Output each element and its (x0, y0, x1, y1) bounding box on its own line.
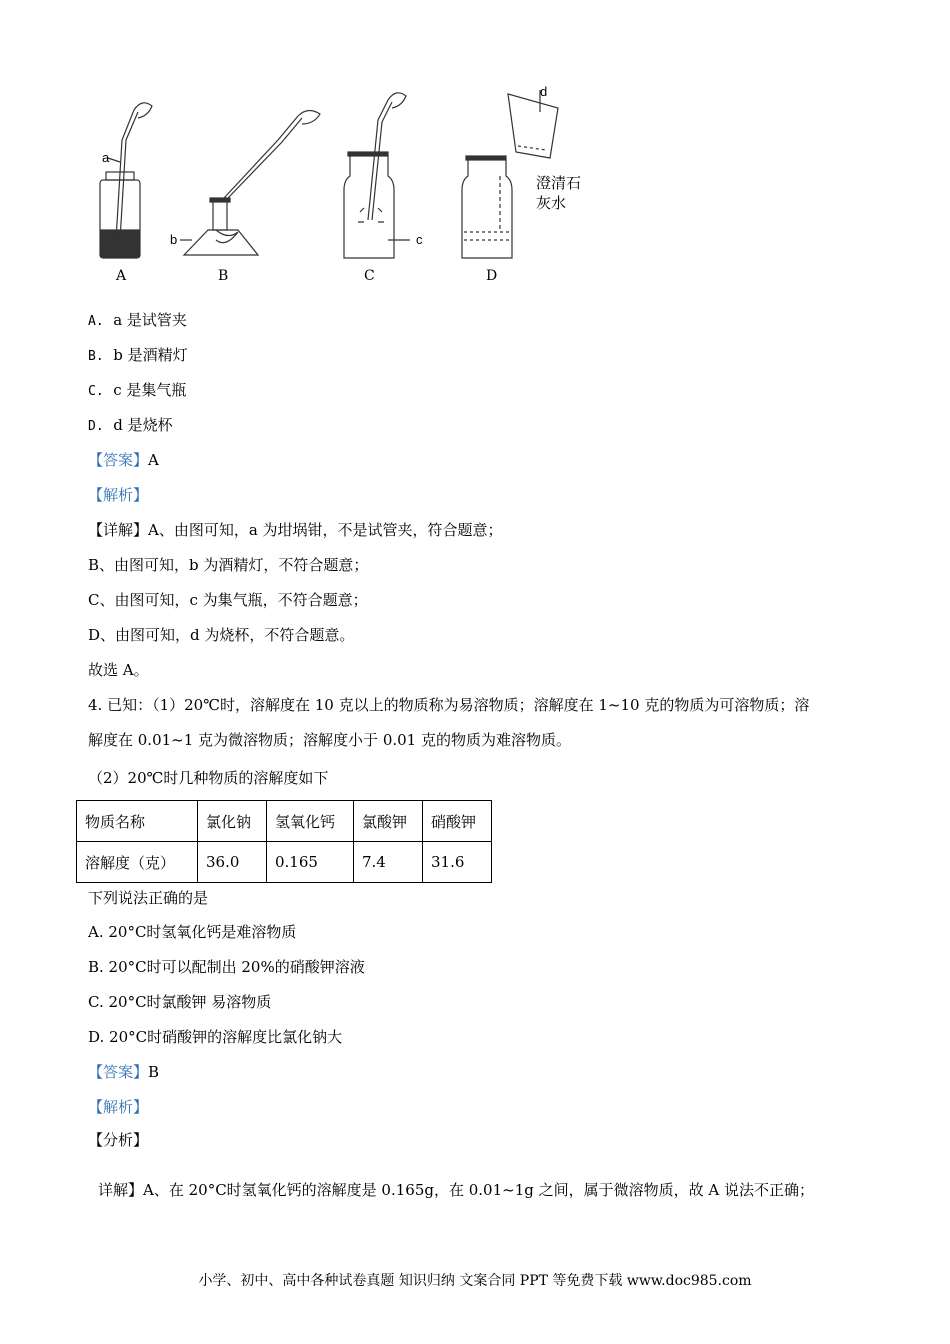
label-b: b (170, 232, 178, 247)
q4-stem-line-3: （2）20℃时几种物质的溶解度如下 (88, 769, 329, 787)
apparatus-figure (88, 80, 608, 290)
q3-detail-1: 【详解】A、由图可知，a 为坩埚钳，不是试管夹，符合题意； (88, 521, 503, 539)
table-cell: 0.165 (267, 842, 354, 883)
table-cell: 31.6 (423, 842, 492, 883)
q4-analysis: 【解析】 (88, 1098, 149, 1116)
q3-detail-4: D、由图可知，d 为烧杯，不符合题意。 (88, 626, 355, 644)
limewater-label-2: 灰水 (536, 194, 567, 212)
table-cell: 7.4 (354, 842, 423, 883)
table-header-cell: 物质名称 (77, 801, 198, 842)
q3-analysis: 【解析】 (88, 486, 149, 504)
q4-answer: 【答案】B (88, 1063, 160, 1081)
q4-stem (88, 688, 868, 758)
caption-d: D (486, 268, 498, 284)
q3-option-d: D. d 是烧杯 (88, 416, 173, 434)
table-row (77, 801, 492, 842)
table-row (77, 842, 492, 883)
table-cell: 溶解度（克） (77, 842, 198, 883)
q3-option-a: A. a 是试管夹 (88, 311, 187, 329)
table-cell: 36.0 (198, 842, 267, 883)
table-header-cell: 氢氧化钙 (267, 801, 354, 842)
limewater-label-1: 澄清石 (536, 174, 582, 192)
q3-option-c: C. c 是集气瓶 (88, 381, 187, 399)
apparatus-illustration (88, 80, 608, 290)
q4-option-a: A. 20°C时氢氧化钙是难溶物质 (88, 923, 297, 941)
q4-fenxi: 【分析】 (88, 1131, 149, 1149)
q3-detail-3: C、由图可知，c 为集气瓶，不符合题意； (88, 591, 368, 609)
page-footer: 小学、初中、高中各种试卷真题 知识归纳 文案合同 PPT 等免费下载 www.doc985.com (198, 1273, 752, 1289)
label-a: a (102, 150, 110, 165)
label-d: d (540, 84, 548, 99)
table-header-cell: 硝酸钾 (423, 801, 492, 842)
solubility-table (76, 800, 492, 883)
q4-option-b: B. 20°C时可以配制出 20%的硝酸钾溶液 (88, 958, 365, 976)
q4-detail: 详解】A、在 20°C时氢氧化钙的溶解度是 0.165g，在 0.01~1g 之间，属于微溶物质，故 A 说法不正确； (98, 1181, 814, 1199)
table-header-cell: 氯酸钾 (354, 801, 423, 842)
q3-option-b: B. b 是酒精灯 (88, 346, 188, 364)
caption-c: C (364, 268, 375, 284)
q4-stem-line-2: 解度在 0.01~1 克为微溶物质；溶解度小于 0.01 克的物质为难溶物质。 (88, 731, 571, 749)
q4-question: 下列说法正确的是 (88, 889, 209, 907)
q4-stem-line-1: 4. 已知：（1）20℃时，溶解度在 10 克以上的物质称为易溶物质；溶解度在 1~10 克的物质为可溶物质；溶 (88, 696, 810, 714)
caption-b: B (218, 268, 229, 284)
table-header-cell: 氯化钠 (198, 801, 267, 842)
q3-conclusion: 故选 A。 (88, 661, 149, 679)
q3-detail-2: B、由图可知，b 为酒精灯，不符合题意； (88, 556, 369, 574)
q3-answer: 【答案】A (88, 451, 159, 469)
q4-option-c: C. 20°C时氯酸钾 易溶物质 (88, 993, 272, 1011)
q4-option-d: D. 20°C时硝酸钾的溶解度比氯化钠大 (88, 1028, 343, 1046)
label-c: c (416, 232, 423, 247)
caption-a: A (116, 268, 127, 284)
